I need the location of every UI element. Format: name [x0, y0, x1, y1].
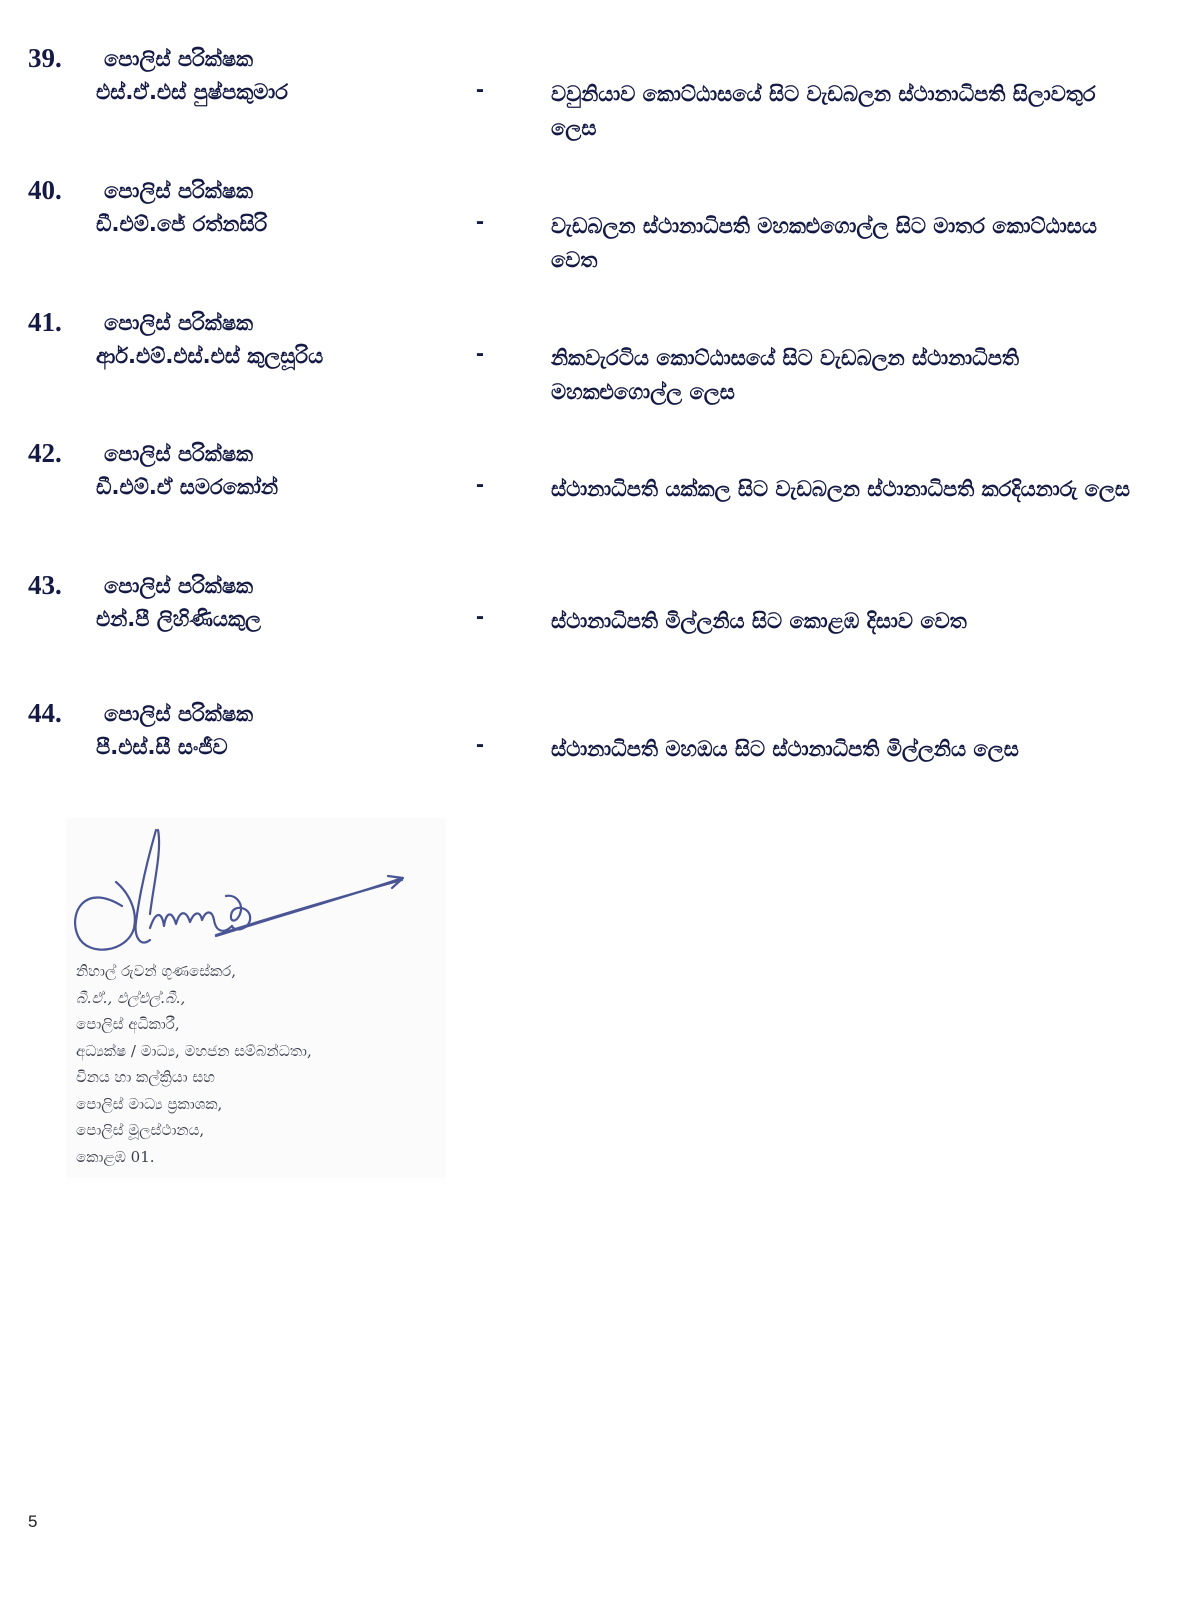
separator-dash: - — [476, 76, 484, 103]
entry-number: 40. — [28, 175, 62, 205]
transfer-details: ස්ථානාධිපති මිල්ලනිය සිට කොළඹ දිසාව වෙත — [551, 609, 967, 633]
signatory-details — [76, 958, 312, 1170]
signatory-position-continued: විනය හා කල්ක්‍රියා සහ — [76, 1068, 215, 1086]
signatory-position: අධ්‍යක්ෂ / මාධ්‍ය, මහජන සම්බන්ධතා, — [76, 1041, 312, 1060]
entry-number: 39. — [28, 43, 62, 73]
transfer-details: නිකවැරටිය කොට්ඨාසයේ සිට වැඩබලන ස්ථානාධිපති මහකළුගොල්ල ලෙස — [551, 346, 1019, 404]
entry-number: 42. — [28, 438, 62, 468]
transfer-entry — [0, 437, 1180, 557]
officer-name: පී.එස්.සී සංජීව — [96, 735, 228, 759]
separator-dash: - — [476, 603, 484, 630]
transfer-details: ස්ථානාධිපති මහඔය සිට ස්ථානාධිපති මිල්ලනිය ලෙස — [551, 737, 1019, 761]
transfer-entry — [0, 697, 1180, 817]
entry-number: 43. — [28, 570, 62, 600]
transfer-entry — [0, 174, 1180, 294]
separator-dash: - — [476, 340, 484, 367]
signatory-designation: පොලිස් අධිකාරී, — [76, 1015, 180, 1033]
transfer-entry — [0, 569, 1180, 689]
separator-dash: - — [476, 208, 484, 235]
entry-rank: පොලිස් පරික්ෂක — [104, 311, 254, 335]
signature-block — [66, 818, 446, 1178]
signatory-role: පොලිස් මාධ්‍ය ප්‍රකාශක, — [76, 1094, 223, 1113]
transfer-details: ස්ථානාධිපති යක්කල සිට වැඩබලන ස්ථානාධිපති කරදියනාරු ලෙස — [551, 477, 1131, 501]
officer-name: ආර්.එම්.එස්.එස් කුලසූරිය — [96, 344, 324, 368]
transfer-details: වවුනියාව කොට්ඨාසයේ සිට වැඩබලන ස්ථානාධිපති සිලාවතුර ලෙස — [551, 82, 1096, 140]
handwritten-signature — [66, 818, 446, 968]
officer-name: ඩී.එම්.ඒ සමරකෝන් — [96, 475, 279, 499]
entry-rank: පොලිස් පරික්ෂක — [104, 47, 254, 71]
entry-rank: පොලිස් පරික්ෂක — [104, 574, 254, 598]
transfer-entry — [0, 306, 1180, 426]
transfer-details: වැඩබලන ස්ථානාධිපති මහකළුගොල්ල සිට මාතර කොට්ඨාසය වෙත — [551, 214, 1097, 272]
officer-name: එස්.ඒ.එස් පුෂ්පකුමාර — [96, 80, 288, 104]
entry-rank: පොලිස් පරික්ෂක — [104, 179, 254, 203]
signatory-name: නිහාල් රුවන් ගුණසේකර, — [76, 962, 236, 980]
signatory-city: කොළඹ 01. — [76, 1147, 155, 1166]
separator-dash: - — [476, 731, 484, 758]
entry-rank: පොලිස් පරික්ෂක — [104, 702, 254, 726]
entry-number: 41. — [28, 307, 62, 337]
transfer-entry — [0, 42, 1180, 162]
officer-name: එන්.පී ලිහිණියකුල — [96, 607, 262, 631]
separator-dash: - — [476, 471, 484, 498]
signatory-qualifications: බී.ඒ., එල්එල්.බී., — [76, 988, 186, 1007]
page-number: 5 — [28, 1512, 38, 1531]
signatory-office: පොලිස් මූලස්ථානය, — [76, 1121, 205, 1139]
entry-rank: පොලිස් පරික්ෂක — [104, 442, 254, 466]
entry-number: 44. — [28, 698, 62, 728]
officer-name: ඩී.එම්.ජේ රත්නසිරි — [96, 212, 268, 236]
